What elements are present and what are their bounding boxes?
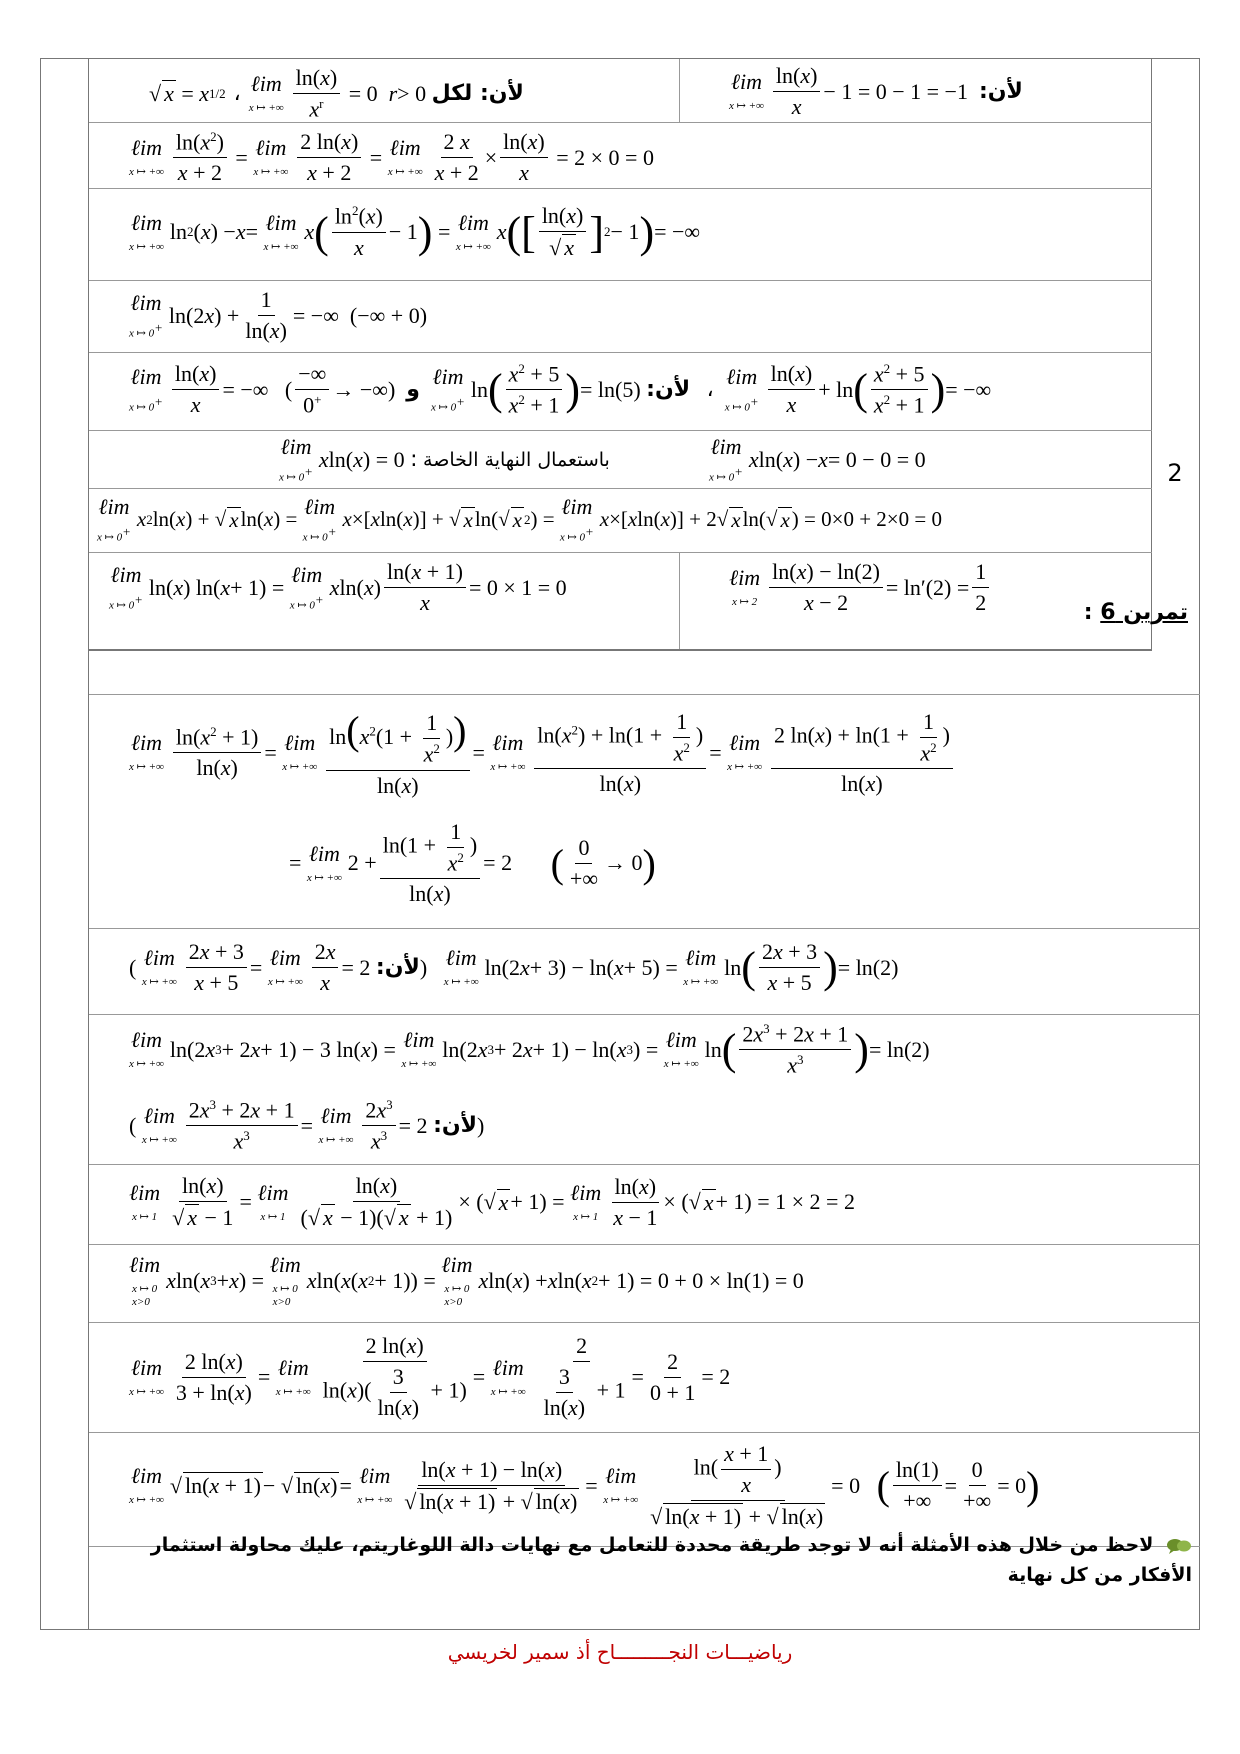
exercise-number-column: [1151, 59, 1199, 651]
limit-ln-cubic-minus-3ln: ℓim x ↦ +∞ ln(2 x 3 + 2 x + 1) − 3 ln( x ) = ℓim x ↦ +∞ ln(2 x 3 + 2 x + 1) − ln( x 3 ) = ℓim x ↦ +∞ ln ( $\frac{2x^3 + 2x + 1}{x^3}$ ) = ln(2): [129, 1021, 930, 1078]
speech-bubble-icon: [1166, 1537, 1192, 1555]
limit-ln-x2-plus-1-over-ln: ℓim x ↦ +∞ $\frac{\ln(x^2 + 1)}{\ln(x)}$ = ℓim x ↦ +∞ $\ln(x^2(1$ + $\frac{1}{x^2}$ )) ln(x) = ℓim x ↦ +∞ $\ln(x^2) + \ln(1$ + $\frac{1}{x^2}$ ) ln(x) = ℓim x ↦ +∞ 2 ln(x) + ln(1 + $\frac{1}{x^2}$ ) ln(x): [129, 707, 956, 799]
left-margin-column: [41, 59, 89, 1629]
ex6-limit-2: [89, 929, 1200, 1015]
limit-row-4: [89, 281, 1152, 353]
special-limit-label: باستعمال النهاية الخاصة: [423, 448, 610, 471]
limit-ln-over-sqrt-minus-1: ℓim x ↦ 1 $\frac{\ln(x)}{√ x - 1}$ = ℓim x ↦ 1 $\frac{\ln(x)}{(√ x - 1)(√ x + 1)}$ × (√ x + 1) = ℓim x ↦ 1 $\frac{\ln(x)}{x - 1}$ × (√ x + 1) = 1 × 2 = 2: [129, 1173, 855, 1230]
limit-x-ln-x3-plus-x: ℓim x ↦ 0 x>0 x ln( x 3 + x ) = ℓim x ↦ 0 x>0 x ln( x ( x 2 + 1)) = ℓim x ↦ 0 x>0 x ln( x ) + x ln( x 2 + 1) = 0 + 0 × ln(1) = 0: [129, 1252, 804, 1308]
exercise-table: [40, 58, 1200, 1630]
limit-x-ln-x-minus-x: ℓim x ↦ 0+ x ln( x ) − x = 0 − 0 = 0: [709, 434, 926, 484]
limit-ln-x2-over-x-plus-2: ℓim x ↦ +∞ $\frac{\ln(x^2)}{x + 2}$ = ℓim x ↦ +∞ $\frac{2 \ln(x)}{x + 2}$ = ℓim x ↦ +∞ $\frac{2 x}{x + 2}$ × $\frac{\ln(x)}{x}$ = 2 × 0 = 0: [129, 129, 654, 186]
ex6-limit-1: [89, 695, 1200, 929]
limit-row-3: [89, 189, 1152, 281]
ex6-limit-3: [89, 1015, 1200, 1165]
special-limit-x-ln-x: ℓim x ↦ 0+ x ln( x ) = 0 : باستعمال النهاية الخاصة: [279, 434, 610, 484]
limit-ln-over-x-at-zero: ℓim x ↦ 0+ $\frac{\ln(x)}{x}$ = −∞ ( $\frac{-\infty}{0^+}$ → −∞) و ℓim x ↦ 0+ ln ( $\frac{x^2 + 5}{x^2 + 1}$ ) = ln(5) : لأن ، ℓim x ↦ 0+ $\frac{\ln(x)}{x}$ + ln ( $\frac{x^2 + 5}{x^2 + 1}$ ) = −∞: [129, 361, 992, 418]
ex6-limit-4: [89, 1165, 1200, 1245]
ex6-limit-6: [89, 1323, 1200, 1433]
sqrt-power-and-limit: √ x = x 1/2 ، ℓim x ↦ +∞ $\frac{\ln(x)}{x^r}$ = 0 r > 0 لكل : لأن: [149, 65, 524, 122]
limit-ln-2x-plus-inverse: ℓim x ↦ 0+ ln(2 x ) + $\frac{1}{\ln(x)}$ = −∞ (−∞ + 0): [129, 287, 428, 343]
footer-credit: رياضيـــات النجـــــــــاح أذ سمير لخريسي: [447, 1640, 793, 1664]
remark-text: لاحظ من خلال هذه الأمثلة أنه لا توجد طريقة محددة للتعامل مع نهايات دالة اللوغاريتم، عليك محاولة استثمار الأفكار من كل نهاية: [150, 1534, 1192, 1586]
limit-row-7: [89, 489, 1152, 553]
limit-row-6: [89, 431, 1152, 489]
limit-x2-ln-plus-sqrt: ℓim x ↦ 0+ x 2 ln( x ) + √ x ln( x ) = ℓim x ↦ 0+ x ×[ x ln( x )] + √ x ln(√ x 2 ) = ℓim x ↦ 0+ x ×[ x ln( x )] + 2√ x ln(√ x ) = 0×0 + 2×0 = 0: [97, 494, 942, 544]
limit-row-8: [89, 553, 1152, 651]
limit-ln-difference-2x-plus-3: ( ℓim x ↦ +∞ $\frac{2x + 3}{x + 5}$ = ℓim x ↦ +∞ $\frac{2x}{x}$ = 2 : لأن ) ℓim x ↦ +∞ ln(2 x + 3) − ln( x + 5) = ℓim x ↦ +∞ ln ( $\frac{2x + 3}{x + 5}$ ) = ln(2): [129, 939, 899, 995]
limit-ln-x-ln-x-plus-1: ℓim x ↦ 0+ ln( x ) ln( x + 1) = ℓim x ↦ 0+ x ln( x ) $\frac{\ln(x + 1)}{x}$ = 0 × 1 = 0: [109, 559, 567, 615]
limit-2ln-over-3-plus-ln: ℓim x ↦ +∞ $\frac{2 \ln(x)}{3 + \ln(x)}$ = ℓim x ↦ +∞ 2 ln(x) ln(x)( $\frac{3}{\ln(x)}$ + 1) = ℓim x ↦ +∞ 2 $\frac{3}{\ln(x)}$ + 1 = $\frac{2}{0 + 1}$ = 2: [129, 1333, 731, 1420]
limit-ln-squared-minus-x: ℓim x ↦ +∞ ln 2 ( x ) − x = ℓim x ↦ +∞ x ( $\frac{\ln^2(x)}{x}$ − 1 ) = ℓim x ↦ +∞ x ( [ $\frac{\ln(x)}{√ x}$ ] 2 − 1 ) = −∞: [129, 203, 701, 260]
limit-row-5: [89, 353, 1152, 431]
because-label: لأن: [488, 81, 524, 107]
limit-row-2: [89, 123, 1152, 189]
limit-result-equals-2: = ℓim x ↦ +∞ 2 + ln(1 + $\frac{1}{x^2}$ ) ln(x) = 2 ( $\frac{0}{+\infty}$ → 0 ): [289, 819, 656, 907]
exercise-number: 2: [1167, 459, 1183, 487]
limit-cubic-ratio-justification: ( ℓim x ↦ +∞ $\frac{2x^3 + 2x + 1}{x^3}$ = ℓim x ↦ +∞ $\frac{2x^3}{x^3}$ = 2 : لأن ): [129, 1097, 485, 1154]
and-label: و: [406, 377, 420, 403]
exercise6-header-row: [89, 651, 1200, 695]
exercise6-title: تمرين 6 :: [1083, 600, 1188, 625]
limit-row-1: [89, 59, 1152, 123]
limit-ln-over-x-minus-1: ℓim x ↦ +∞ $\frac{\ln(x)}{x}$ − 1 = 0 − 1 = −1 : لأن: [729, 63, 1023, 119]
remark-note: [142, 1530, 1192, 1590]
limit-derivative-ln-at-2: ℓim x ↦ 2 $\frac{\ln(x) - \ln(2)}{x - 2}$ = ln′(2) = $\frac{1}{2}$: [729, 559, 992, 616]
limit-sqrt-ln-difference: ℓim x ↦ +∞ √ ln(x + 1) − √ ln(x) = ℓim x ↦ +∞ $\frac{\ln(x + 1) - \ln(x)}{√ \ln(x + 1) + √ \ln(x)}$ = ℓim x ↦ +∞ ln( $\frac{x + 1}{x}$ ) √ ln(x + 1) + √ ln(x) = 0 ( $\frac{\ln(1)}{+\infty}$ = $\frac{0}{+\infty}$ = 0 ): [129, 1441, 1040, 1529]
ex6-limit-5: [89, 1245, 1200, 1323]
for-every-label: لكل: [431, 81, 473, 107]
comma: ،: [233, 81, 241, 107]
